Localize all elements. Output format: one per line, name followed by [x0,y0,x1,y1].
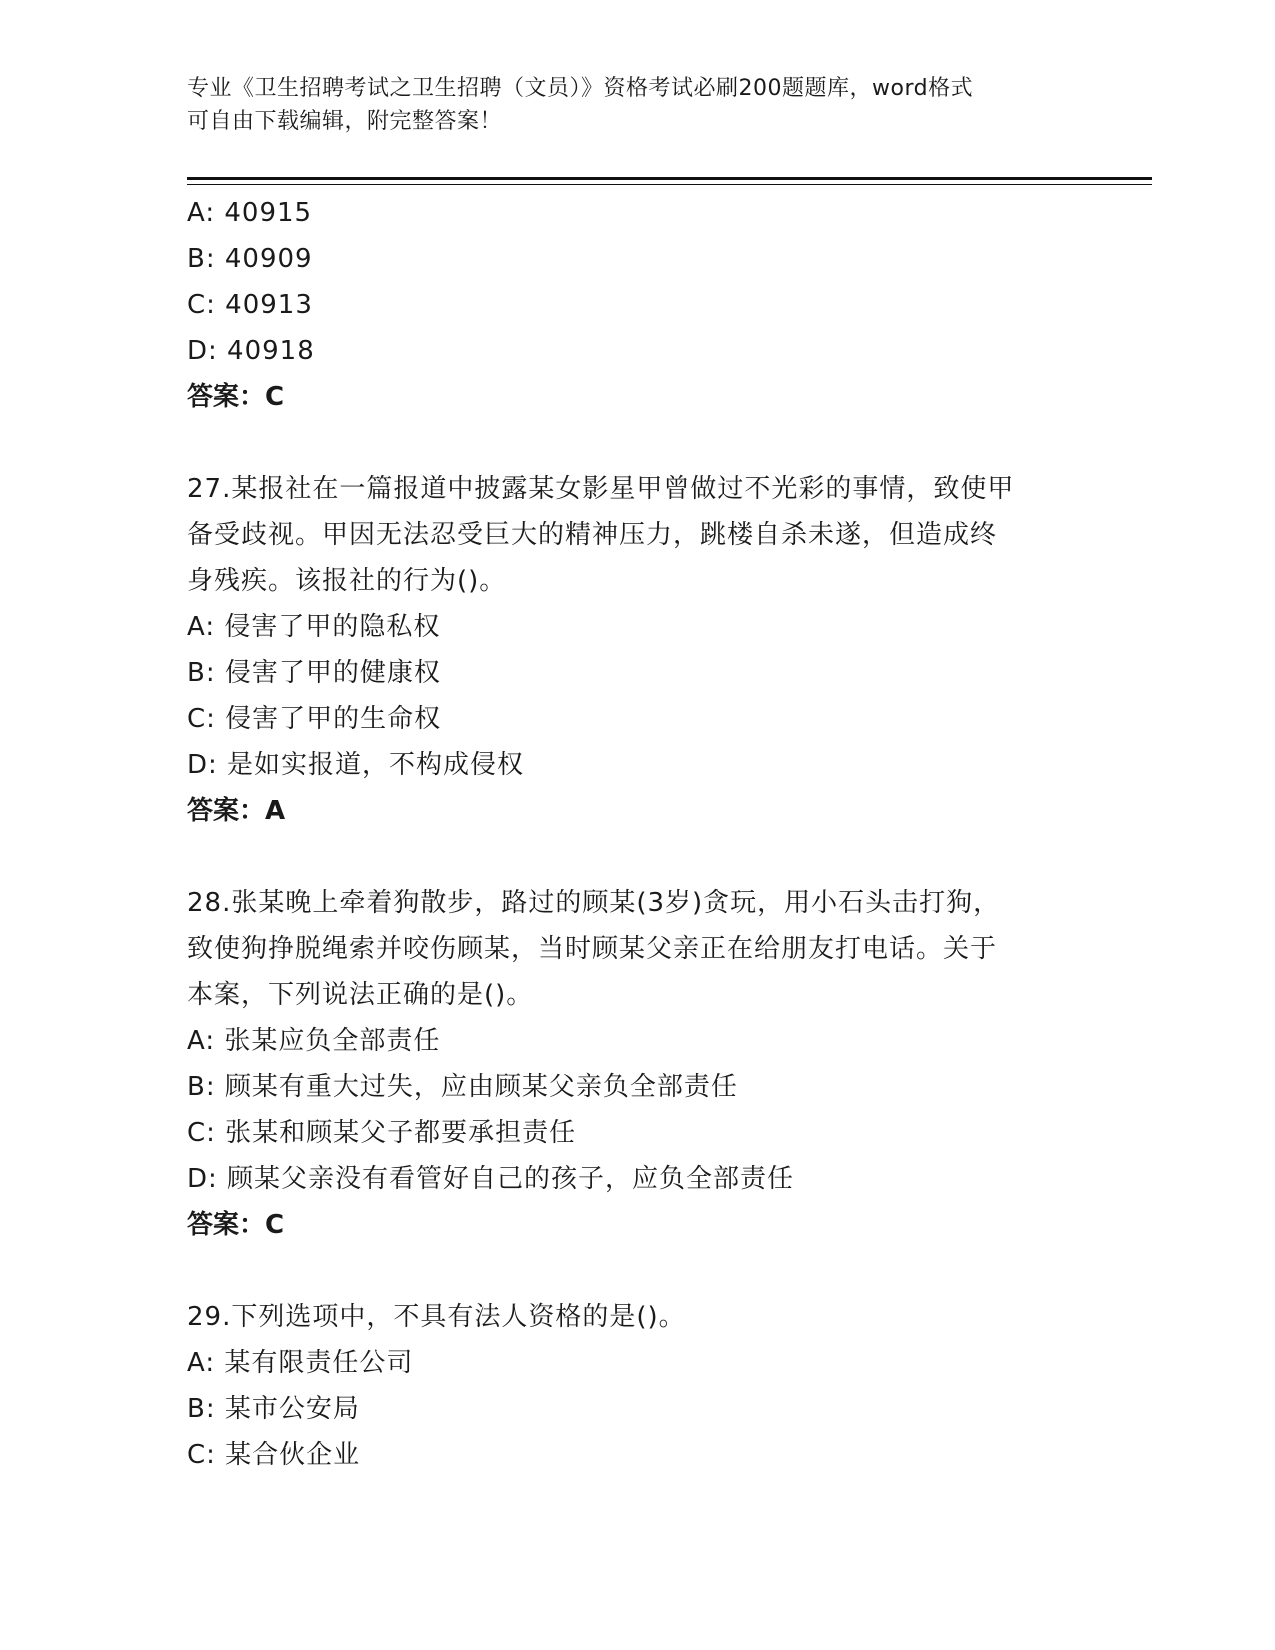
option-b: B: 侵害了甲的健康权 [187,658,441,688]
answer: 答案：A [187,796,286,826]
header-rule-thick [187,177,1152,180]
answer: 答案：C [187,382,285,412]
question-stem-line: 28.张某晚上牵着狗散步，路过的顾某(3岁)贪玩，用小石头击打狗， [187,888,1001,918]
question-27 [187,466,1087,834]
option-a: A: 40915 [187,198,313,228]
spacer [187,834,1087,880]
option-a: A: 某有限责任公司 [187,1348,414,1378]
header-line-2: 可自由下载编辑，附完整答案！ [187,109,503,134]
option-b: B: 40909 [187,244,313,274]
spacer [187,420,1087,466]
option-b: B: 顾某有重大过失，应由顾某父亲负全部责任 [187,1072,738,1102]
question-stem-line: 致使狗挣脱绳索并咬伤顾某，当时顾某父亲正在给朋友打电话。关于 [187,934,998,964]
option-b: B: 某市公安局 [187,1394,360,1424]
question-stem-line: 身残疾。该报社的行为()。 [187,566,507,596]
question-28 [187,880,1087,1248]
question-29 [187,1294,1087,1478]
option-c: C: 侵害了甲的生命权 [187,704,442,734]
question-stem-line: 备受歧视。甲因无法忍受巨大的精神压力，跳楼自杀未遂，但造成终 [187,520,998,550]
option-a: A: 张某应负全部责任 [187,1026,441,1056]
option-c: C: 40913 [187,290,313,320]
option-c: C: 某合伙企业 [187,1440,361,1470]
answer: 答案：C [187,1210,285,1240]
question-stem-line: 29.下列选项中，不具有法人资格的是()。 [187,1302,686,1332]
option-c: C: 张某和顾某父子都要承担责任 [187,1118,577,1148]
header-rule-thin [187,184,1152,185]
option-d: D: 顾某父亲没有看管好自己的孩子，应负全部责任 [187,1164,795,1194]
question-stem-line: 本案，下列说法正确的是()。 [187,980,534,1010]
option-d: D: 40918 [187,336,315,366]
option-a: A: 侵害了甲的隐私权 [187,612,441,642]
question-26 [187,190,1087,420]
question-list [187,190,1087,1478]
spacer [187,1248,1087,1294]
question-stem-line: 27.某报社在一篇报道中披露某女影星甲曾做过不光彩的事情，致使甲 [187,474,1015,504]
page-header [187,72,1087,138]
header-line-1: 专业《卫生招聘考试之卫生招聘（文员）》资格考试必刷200题题库，word格式 [187,76,974,101]
option-d: D: 是如实报道，不构成侵权 [187,750,525,780]
